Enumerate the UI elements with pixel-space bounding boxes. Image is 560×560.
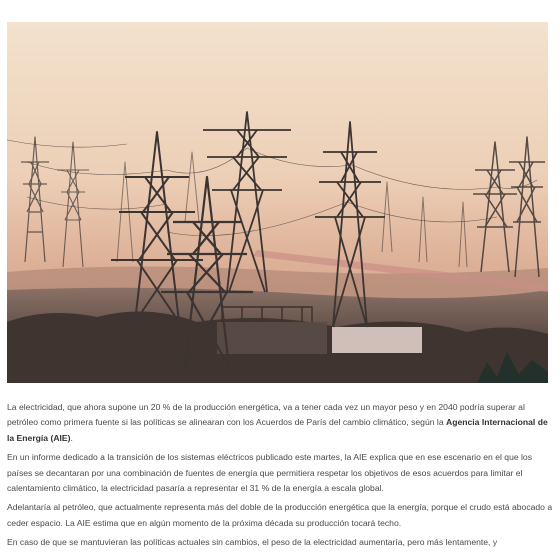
paragraph-4: En caso de que se mantuvieran las políticas actuales sin cambios, el peso de la electricidad aumentaría, pero más lentamente, y: [7, 537, 498, 548]
paragraph-2: En un informe dedicado a la transición de los sistemas eléctricos publicado este martes, la AIE explica que en ese escenario en el que los países se decantaran por una combinación de fuentes de energía que permitiera respetar los objetivos de esos acuerdos para limitar el calentamiento climático, la electricidad pasaría a representar el 31 % de la energía a escala global.: [7, 452, 532, 494]
power-lines-photo: [7, 22, 548, 383]
paragraph-1-text: La electricidad, que ahora supone un 20 % de la producción energética, va a tener cada vez un mayor peso y en 2040 podría superar al petróleo como primera fuente si las políticas se alinearan con los Acuerdos de París del cambio climático, según la: [7, 402, 525, 428]
paragraph-1-end: .: [70, 432, 73, 443]
paragraph-1: [7, 400, 553, 446]
paragraph-3: Adelantaría al petróleo, que actualmente representa más del doble de la producción energética que la energía, porque el crudo está abocado a ceder espacio. La AIE estima que en algún momento de la próxima década su producción tocará techo.: [7, 502, 553, 528]
hero-image: [7, 22, 548, 383]
aie-link[interactable]: Agencia Internacional de la Energía (AIE): [7, 417, 548, 443]
article-body: [7, 400, 553, 555]
